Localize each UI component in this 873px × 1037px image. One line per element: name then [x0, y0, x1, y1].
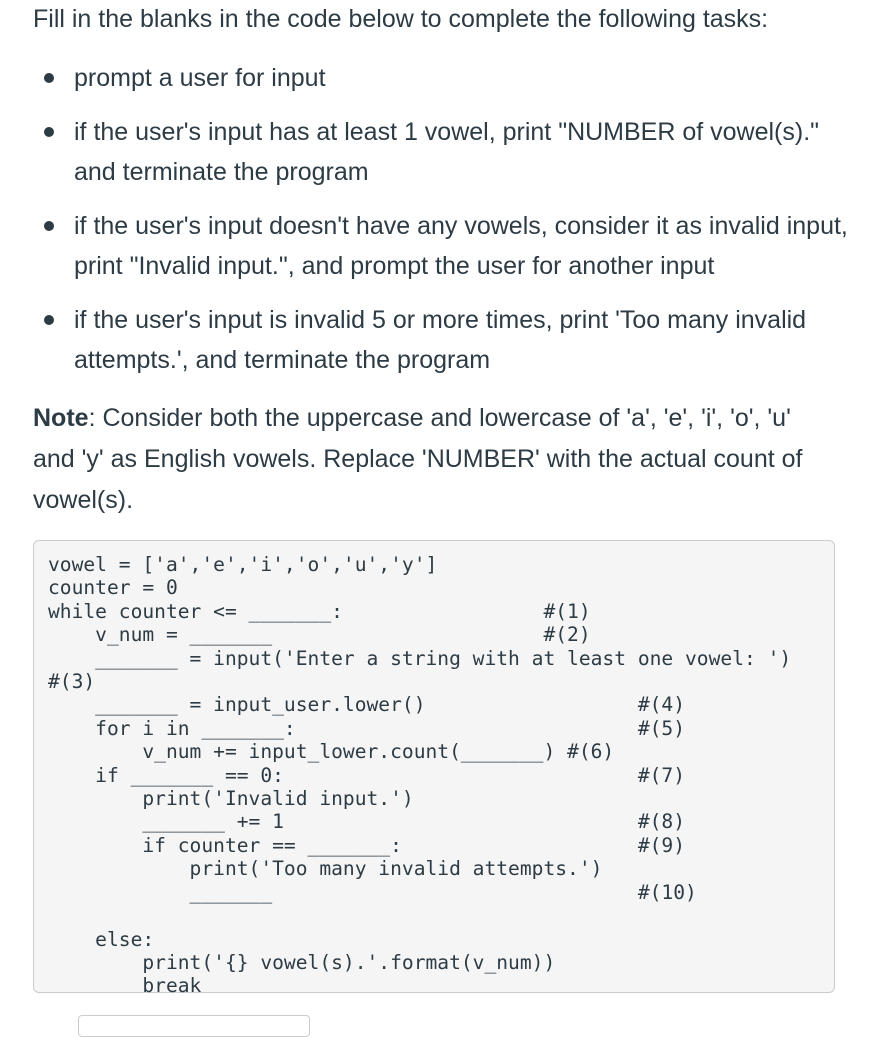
- code-line: _______ += 1 #(8): [48, 810, 686, 834]
- code-block: [33, 540, 835, 998]
- task-text: if the user's input doesn't have any vowels, consider it as invalid input, print "Invalid input.", and prompt the user for another input: [74, 212, 848, 280]
- note-paragraph: [33, 398, 833, 521]
- code-line: vowel = ['a','e','i','o','u','y']: [48, 553, 438, 576]
- code-line: v_num = _______ #(2): [48, 623, 591, 647]
- task-item: [34, 58, 854, 98]
- code-line: [48, 904, 791, 927]
- task-text: if the user's input has at least 1 vowel, print "NUMBER of vowel(s)." and terminate the program: [74, 118, 820, 186]
- task-list: [34, 58, 854, 394]
- code-line: else:: [48, 927, 155, 951]
- code-line: break: [48, 974, 202, 998]
- code-line: counter = 0: [48, 576, 178, 600]
- bullet-icon: [44, 73, 54, 83]
- task-item: [34, 300, 854, 380]
- code-line: print('{} vowel(s).'.format(v_num)): [48, 950, 556, 974]
- task-text: if the user's input is invalid 5 or more times, print 'Too many invalid attempts.', and terminate the program: [74, 306, 807, 374]
- code-line: for i in _______: #(5): [48, 716, 686, 740]
- task-text: prompt a user for input: [74, 64, 326, 92]
- task-item: [34, 112, 854, 192]
- question-intro: Fill in the blanks in the code below to complete the following tasks:: [33, 5, 769, 33]
- bullet-icon: [44, 221, 54, 231]
- code-line: #(3): [48, 670, 96, 694]
- code-listing: [48, 553, 791, 998]
- code-line: print('Invalid input.'): [48, 787, 414, 811]
- bullet-icon: [44, 315, 54, 325]
- code-line: if _______ == 0: #(7): [48, 763, 686, 787]
- note-label: Note: [33, 404, 89, 432]
- code-line: if counter == _______: #(9): [48, 833, 686, 857]
- code-line: v_num += input_lower.count(_______) #(6): [48, 740, 615, 764]
- code-line: while counter <= _______: #(1): [48, 599, 591, 623]
- task-item: [34, 206, 854, 286]
- answer-input[interactable]: [78, 1015, 310, 1037]
- code-line: _______ = input_user.lower() #(4): [48, 693, 686, 717]
- code-line: _______ #(10): [48, 880, 697, 904]
- bullet-icon: [44, 127, 54, 137]
- code-line: print('Too many invalid attempts.'): [48, 857, 603, 881]
- note-text: : Consider both the uppercase and lowercase of 'a', 'e', 'i', 'o', 'u' and 'y' as English vowels. Replace 'NUMBER' with the actual count of vowel(s).: [33, 404, 803, 514]
- code-line: _______ = input('Enter a string with at least one vowel: '): [48, 646, 792, 670]
